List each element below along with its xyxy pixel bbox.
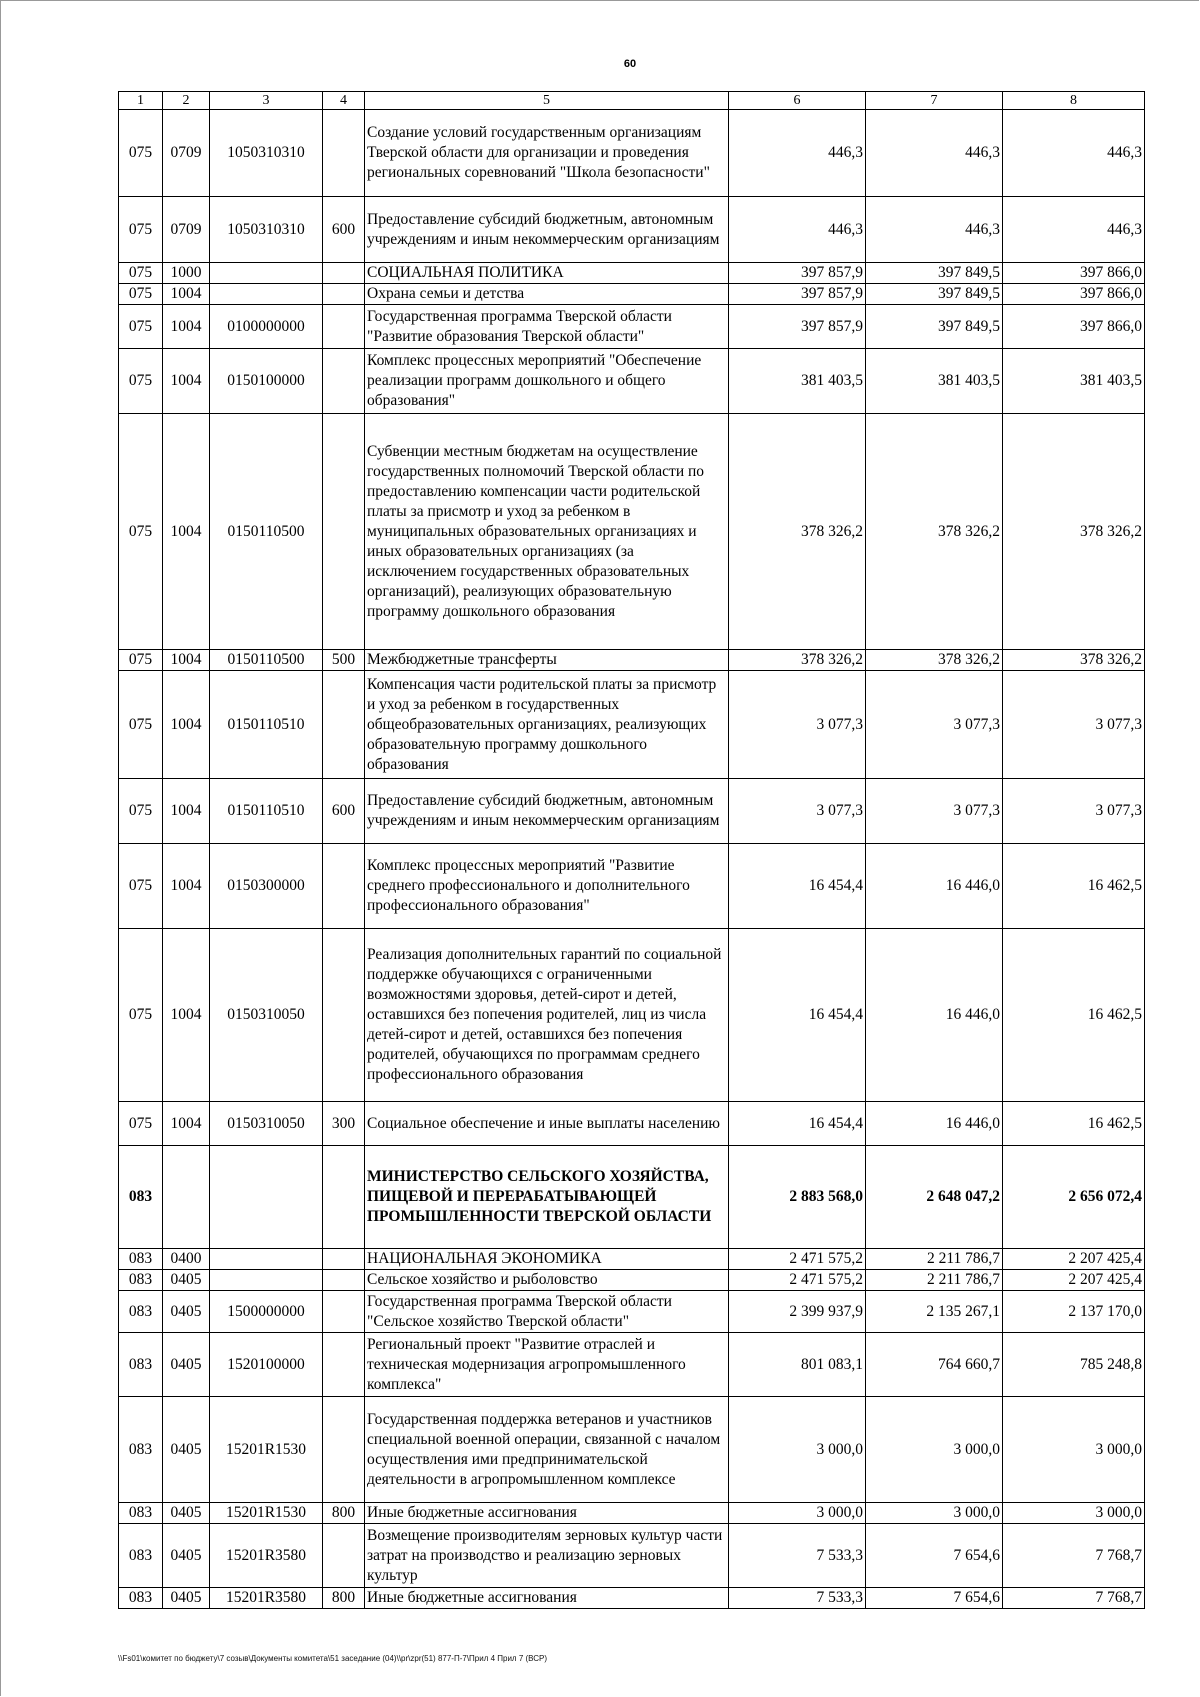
cell-amount-col6: 378 326,2 <box>729 414 866 650</box>
cell-section-code: 0405 <box>163 1588 210 1609</box>
cell-target-article: 15201R1530 <box>210 1503 323 1524</box>
cell-target-article <box>210 1146 323 1249</box>
cell-target-article: 0150110510 <box>210 671 323 779</box>
cell-expense-type <box>323 284 365 305</box>
column-header: 3 <box>210 92 323 110</box>
table-row <box>119 349 1145 414</box>
cell-amount-col6: 2 883 568,0 <box>729 1146 866 1249</box>
cell-expense-type: 300 <box>323 1102 365 1146</box>
table-row <box>119 1397 1145 1503</box>
cell-admin-code: 075 <box>119 414 163 650</box>
cell-amount-col8: 3 000,0 <box>1003 1503 1145 1524</box>
cell-description: МИНИСТЕРСТВО СЕЛЬСКОГО ХОЗЯЙСТВА, ПИЩЕВОЙ И ПЕРЕРАБАТЫВАЮЩЕЙ ПРОМЫШЛЕННОСТИ ТВЕРСКОЙ ОБЛАСТИ <box>365 1146 729 1249</box>
cell-amount-col6: 7 533,3 <box>729 1524 866 1588</box>
cell-expense-type: 600 <box>323 197 365 263</box>
cell-amount-col7: 3 077,3 <box>866 671 1003 779</box>
cell-description: Иные бюджетные ассигнования <box>365 1503 729 1524</box>
cell-amount-col7: 397 849,5 <box>866 284 1003 305</box>
cell-amount-col8: 378 326,2 <box>1003 650 1145 671</box>
cell-amount-col7: 16 446,0 <box>866 929 1003 1102</box>
cell-section-code: 1004 <box>163 844 210 929</box>
cell-amount-col6: 397 857,9 <box>729 263 866 284</box>
table-row <box>119 263 1145 284</box>
table-row <box>119 779 1145 844</box>
table-row <box>119 197 1145 263</box>
footer-file-path: \\Fs01\комитет по бюджету\7 созыв\Документы комитета\51 заседание (04)\\pr\zpr(51) 877-П-7\Прил 4 Прил 7 (ВСР) <box>118 1654 548 1663</box>
cell-target-article: 0150310050 <box>210 1102 323 1146</box>
cell-amount-col8: 3 000,0 <box>1003 1397 1145 1503</box>
cell-description: Государственная поддержка ветеранов и участников специальной военной операции, связанной с началом осуществления ими предпринимательской деятельности в агропромышленном комплексе <box>365 1397 729 1503</box>
cell-amount-col6: 7 533,3 <box>729 1588 866 1609</box>
cell-section-code: 0405 <box>163 1503 210 1524</box>
cell-description: Государственная программа Тверской области "Сельское хозяйство Тверской области" <box>365 1291 729 1333</box>
cell-amount-col6: 2 399 937,9 <box>729 1291 866 1333</box>
table-row <box>119 414 1145 650</box>
cell-description: Государственная программа Тверской области "Развитие образования Тверской области" <box>365 305 729 349</box>
cell-expense-type <box>323 305 365 349</box>
cell-amount-col6: 381 403,5 <box>729 349 866 414</box>
cell-expense-type <box>323 110 365 197</box>
cell-amount-col6: 378 326,2 <box>729 650 866 671</box>
cell-description: Социальное обеспечение и иные выплаты населению <box>365 1102 729 1146</box>
cell-amount-col8: 446,3 <box>1003 197 1145 263</box>
cell-description: Комплекс процессных мероприятий "Обеспечение реализации программ дошкольного и общего образования" <box>365 349 729 414</box>
cell-admin-code: 075 <box>119 671 163 779</box>
cell-admin-code: 083 <box>119 1397 163 1503</box>
cell-target-article: 15201R3580 <box>210 1588 323 1609</box>
cell-amount-col7: 397 849,5 <box>866 305 1003 349</box>
cell-admin-code: 083 <box>119 1249 163 1270</box>
cell-description: Реализация дополнительных гарантий по социальной поддержке обучающихся с ограниченными возможностями здоровья, детей-сирот и детей, оставшихся без попечения родителей, лиц из числа детей-сирот и детей, оставшихся без попечения родителей, обучающихся по программам среднего профессионального образования <box>365 929 729 1102</box>
cell-amount-col7: 2 211 786,7 <box>866 1270 1003 1291</box>
cell-expense-type: 800 <box>323 1503 365 1524</box>
cell-target-article: 1520100000 <box>210 1333 323 1397</box>
table-row <box>119 1503 1145 1524</box>
column-header: 6 <box>729 92 866 110</box>
cell-target-article: 1050310310 <box>210 110 323 197</box>
cell-amount-col7: 378 326,2 <box>866 414 1003 650</box>
cell-amount-col6: 3 000,0 <box>729 1397 866 1503</box>
column-header: 7 <box>866 92 1003 110</box>
cell-section-code: 1004 <box>163 414 210 650</box>
cell-section-code: 1004 <box>163 779 210 844</box>
cell-description: СОЦИАЛЬНАЯ ПОЛИТИКА <box>365 263 729 284</box>
cell-target-article: 0150310050 <box>210 929 323 1102</box>
cell-amount-col8: 7 768,7 <box>1003 1524 1145 1588</box>
cell-admin-code: 075 <box>119 284 163 305</box>
column-header: 8 <box>1003 92 1145 110</box>
cell-description: Межбюджетные трансферты <box>365 650 729 671</box>
cell-admin-code: 083 <box>119 1588 163 1609</box>
cell-target-article: 0150110500 <box>210 414 323 650</box>
cell-amount-col6: 16 454,4 <box>729 844 866 929</box>
cell-amount-col8: 3 077,3 <box>1003 779 1145 844</box>
cell-amount-col8: 3 077,3 <box>1003 671 1145 779</box>
cell-section-code <box>163 1146 210 1249</box>
cell-expense-type: 500 <box>323 650 365 671</box>
cell-amount-col8: 16 462,5 <box>1003 844 1145 929</box>
cell-target-article <box>210 263 323 284</box>
cell-amount-col6: 3 000,0 <box>729 1503 866 1524</box>
cell-admin-code: 075 <box>119 263 163 284</box>
cell-amount-col8: 16 462,5 <box>1003 929 1145 1102</box>
page-number: 60 <box>623 58 637 70</box>
cell-target-article: 0150300000 <box>210 844 323 929</box>
cell-target-article: 0150110500 <box>210 650 323 671</box>
cell-admin-code: 083 <box>119 1524 163 1588</box>
cell-amount-col8: 2 656 072,4 <box>1003 1146 1145 1249</box>
cell-amount-col7: 446,3 <box>866 197 1003 263</box>
cell-amount-col7: 7 654,6 <box>866 1588 1003 1609</box>
cell-amount-col8: 397 866,0 <box>1003 284 1145 305</box>
cell-expense-type <box>323 1397 365 1503</box>
cell-amount-col7: 16 446,0 <box>866 1102 1003 1146</box>
cell-section-code: 1000 <box>163 263 210 284</box>
cell-admin-code: 083 <box>119 1270 163 1291</box>
table-row <box>119 305 1145 349</box>
cell-amount-col6: 446,3 <box>729 110 866 197</box>
cell-section-code: 1004 <box>163 284 210 305</box>
cell-amount-col6: 16 454,4 <box>729 929 866 1102</box>
table-row <box>119 110 1145 197</box>
cell-admin-code: 075 <box>119 650 163 671</box>
table-row <box>119 1249 1145 1270</box>
cell-target-article: 15201R1530 <box>210 1397 323 1503</box>
cell-target-article: 0150110510 <box>210 779 323 844</box>
cell-section-code: 1004 <box>163 650 210 671</box>
cell-section-code: 0405 <box>163 1524 210 1588</box>
table-row <box>119 1146 1145 1249</box>
cell-amount-col8: 785 248,8 <box>1003 1333 1145 1397</box>
cell-admin-code: 075 <box>119 929 163 1102</box>
cell-expense-type <box>323 929 365 1102</box>
cell-admin-code: 083 <box>119 1146 163 1249</box>
cell-target-article <box>210 284 323 305</box>
cell-amount-col6: 397 857,9 <box>729 305 866 349</box>
cell-section-code: 1004 <box>163 671 210 779</box>
cell-section-code: 0709 <box>163 110 210 197</box>
cell-target-article <box>210 1270 323 1291</box>
cell-description: Предоставление субсидий бюджетным, автономным учреждениям и иным некоммерческим организациям <box>365 197 729 263</box>
table-row <box>119 1291 1145 1333</box>
table-row <box>119 1270 1145 1291</box>
column-header: 4 <box>323 92 365 110</box>
cell-admin-code: 075 <box>119 844 163 929</box>
cell-description: Иные бюджетные ассигнования <box>365 1588 729 1609</box>
cell-description: Субвенции местным бюджетам на осуществление государственных полномочий Тверской области по предоставлению компенсации части родительской платы за присмотр и уход за ребенком в муниципальных образовательных организациях и иных образовательных организациях (за исключением государственных образовательных организаций), реализующих образовательную программу дошкольного образования <box>365 414 729 650</box>
column-header: 1 <box>119 92 163 110</box>
cell-admin-code: 075 <box>119 110 163 197</box>
cell-expense-type <box>323 349 365 414</box>
cell-admin-code: 075 <box>119 1102 163 1146</box>
cell-expense-type: 800 <box>323 1588 365 1609</box>
cell-admin-code: 083 <box>119 1291 163 1333</box>
cell-amount-col6: 397 857,9 <box>729 284 866 305</box>
cell-amount-col6: 446,3 <box>729 197 866 263</box>
cell-amount-col7: 764 660,7 <box>866 1333 1003 1397</box>
cell-amount-col7: 378 326,2 <box>866 650 1003 671</box>
cell-amount-col7: 397 849,5 <box>866 263 1003 284</box>
table-row <box>119 284 1145 305</box>
cell-amount-col8: 397 866,0 <box>1003 305 1145 349</box>
cell-expense-type <box>323 414 365 650</box>
cell-amount-col6: 2 471 575,2 <box>729 1270 866 1291</box>
table-row <box>119 1102 1145 1146</box>
cell-section-code: 0405 <box>163 1291 210 1333</box>
cell-amount-col7: 2 211 786,7 <box>866 1249 1003 1270</box>
cell-section-code: 1004 <box>163 1102 210 1146</box>
table-row <box>119 1524 1145 1588</box>
cell-expense-type <box>323 1270 365 1291</box>
cell-amount-col8: 381 403,5 <box>1003 349 1145 414</box>
cell-admin-code: 083 <box>119 1333 163 1397</box>
cell-expense-type: 600 <box>323 779 365 844</box>
cell-amount-col8: 7 768,7 <box>1003 1588 1145 1609</box>
cell-amount-col7: 2 648 047,2 <box>866 1146 1003 1249</box>
cell-amount-col6: 16 454,4 <box>729 1102 866 1146</box>
cell-admin-code: 075 <box>119 349 163 414</box>
cell-admin-code: 075 <box>119 197 163 263</box>
table-row <box>119 844 1145 929</box>
column-number-row <box>119 92 1145 110</box>
cell-amount-col6: 3 077,3 <box>729 671 866 779</box>
cell-amount-col7: 2 135 267,1 <box>866 1291 1003 1333</box>
cell-description: НАЦИОНАЛЬНАЯ ЭКОНОМИКА <box>365 1249 729 1270</box>
cell-amount-col8: 446,3 <box>1003 110 1145 197</box>
cell-section-code: 1004 <box>163 305 210 349</box>
cell-amount-col8: 397 866,0 <box>1003 263 1145 284</box>
cell-amount-col6: 801 083,1 <box>729 1333 866 1397</box>
cell-expense-type <box>323 1249 365 1270</box>
cell-description: Охрана семьи и детства <box>365 284 729 305</box>
cell-expense-type <box>323 1333 365 1397</box>
cell-section-code: 0405 <box>163 1397 210 1503</box>
cell-description: Создание условий государственным организациям Тверской области для организации и проведения региональных соревнований "Школа безопасности" <box>365 110 729 197</box>
cell-section-code: 0405 <box>163 1270 210 1291</box>
cell-amount-col8: 2 137 170,0 <box>1003 1291 1145 1333</box>
cell-description: Предоставление субсидий бюджетным, автономным учреждениям и иным некоммерческим организациям <box>365 779 729 844</box>
cell-admin-code: 075 <box>119 779 163 844</box>
cell-section-code: 0405 <box>163 1333 210 1397</box>
cell-amount-col8: 16 462,5 <box>1003 1102 1145 1146</box>
table-row <box>119 671 1145 779</box>
cell-amount-col7: 16 446,0 <box>866 844 1003 929</box>
cell-target-article: 1050310310 <box>210 197 323 263</box>
cell-description: Сельское хозяйство и рыболовство <box>365 1270 729 1291</box>
cell-expense-type <box>323 263 365 284</box>
cell-section-code: 1004 <box>163 929 210 1102</box>
table-row <box>119 1588 1145 1609</box>
cell-target-article: 0100000000 <box>210 305 323 349</box>
budget-table <box>118 91 1145 1609</box>
cell-section-code: 1004 <box>163 349 210 414</box>
cell-amount-col6: 3 077,3 <box>729 779 866 844</box>
cell-amount-col7: 3 000,0 <box>866 1397 1003 1503</box>
table-row <box>119 1333 1145 1397</box>
cell-target-article: 15201R3580 <box>210 1524 323 1588</box>
cell-amount-col7: 3 077,3 <box>866 779 1003 844</box>
cell-description: Компенсация части родительской платы за присмотр и уход за ребенком в государственных общеобразовательных организациях, реализующих образовательную программу дошкольного образования <box>365 671 729 779</box>
table-row <box>119 650 1145 671</box>
cell-description: Комплекс процессных мероприятий "Развитие среднего профессионального и дополнительного профессионального образования" <box>365 844 729 929</box>
cell-amount-col8: 2 207 425,4 <box>1003 1249 1145 1270</box>
column-header: 2 <box>163 92 210 110</box>
cell-amount-col8: 2 207 425,4 <box>1003 1270 1145 1291</box>
cell-amount-col7: 7 654,6 <box>866 1524 1003 1588</box>
cell-amount-col8: 378 326,2 <box>1003 414 1145 650</box>
cell-admin-code: 083 <box>119 1503 163 1524</box>
cell-description: Региональный проект "Развитие отраслей и техническая модернизация агропромышленного комплекса" <box>365 1333 729 1397</box>
cell-expense-type <box>323 1524 365 1588</box>
cell-amount-col7: 3 000,0 <box>866 1503 1003 1524</box>
cell-admin-code: 075 <box>119 305 163 349</box>
column-header: 5 <box>365 92 729 110</box>
cell-expense-type <box>323 671 365 779</box>
cell-section-code: 0709 <box>163 197 210 263</box>
cell-expense-type <box>323 1291 365 1333</box>
cell-section-code: 0400 <box>163 1249 210 1270</box>
cell-description: Возмещение производителям зерновых культур части затрат на производство и реализацию зерновых культур <box>365 1524 729 1588</box>
table-row <box>119 929 1145 1102</box>
cell-target-article <box>210 1249 323 1270</box>
cell-amount-col7: 446,3 <box>866 110 1003 197</box>
cell-target-article: 1500000000 <box>210 1291 323 1333</box>
cell-expense-type <box>323 844 365 929</box>
cell-amount-col6: 2 471 575,2 <box>729 1249 866 1270</box>
cell-target-article: 0150100000 <box>210 349 323 414</box>
cell-expense-type <box>323 1146 365 1249</box>
cell-amount-col7: 381 403,5 <box>866 349 1003 414</box>
